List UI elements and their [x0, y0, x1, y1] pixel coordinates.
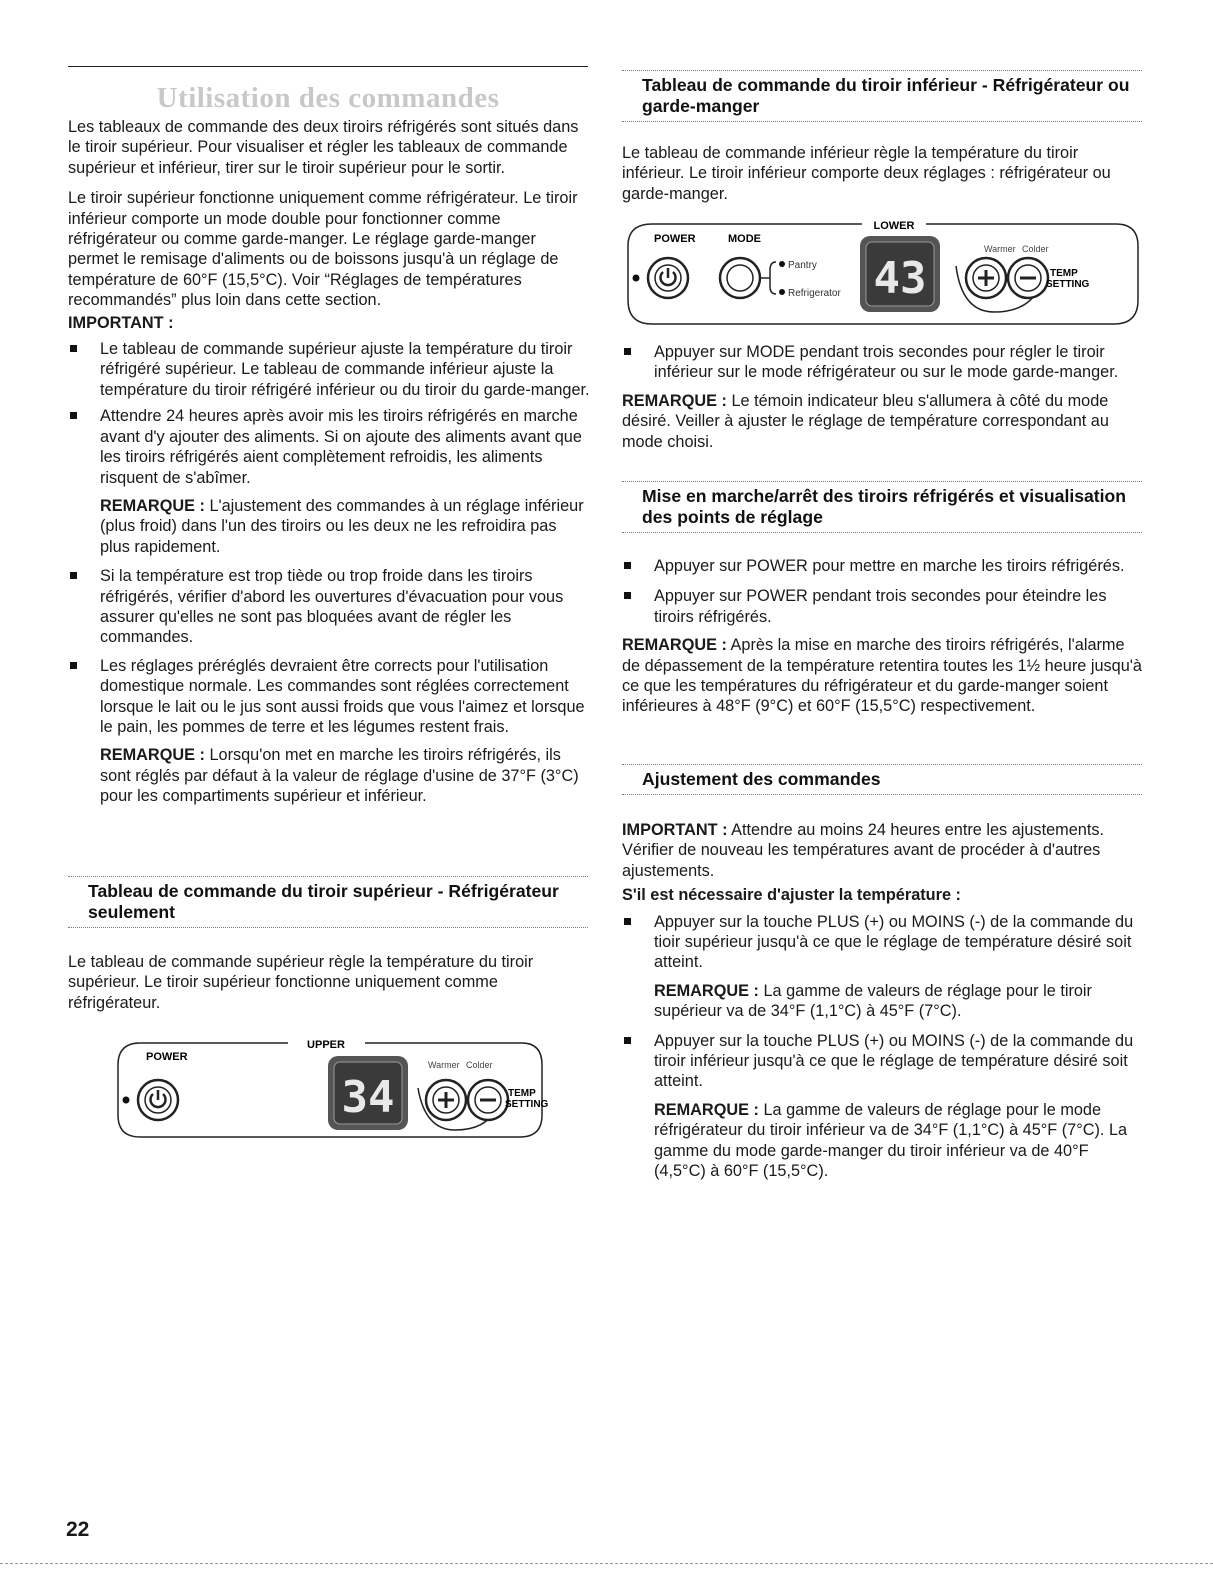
list-item: Appuyer sur POWER pour mettre en marche les tiroirs réfrigérés. [622, 556, 1142, 576]
bullet-square-icon [624, 592, 631, 599]
power-label: POWER [654, 233, 696, 245]
power-label: POWER [146, 1051, 188, 1063]
panel-name: UPPER [307, 1040, 345, 1051]
bullet-square-icon [624, 562, 631, 569]
setting-label: SETTING [1046, 279, 1090, 290]
temp-label: TEMP [508, 1088, 536, 1099]
note-block: REMARQUE : La gamme de valeurs de réglage pour le tiroir supérieur va de 34°F (1,1°C) à 45°F (7°C). [654, 981, 1092, 1021]
bullet-square-icon [624, 1037, 631, 1044]
colder-label: Colder [466, 1060, 493, 1070]
list-item: Appuyer sur POWER pendant trois secondes pour éteindre les tiroirs réfrigérés. [622, 586, 1142, 627]
list-item: Appuyer sur la touche PLUS (+) ou MOINS (-) de la commande du tioir supérieur jusqu'à ce que le réglage de température désiré soit atteint. [622, 912, 1142, 973]
display-value: 34 [341, 1072, 395, 1123]
colder-label: Colder [1022, 244, 1049, 254]
mode-label: MODE [728, 233, 761, 245]
indicator-dot-icon [123, 1097, 130, 1104]
list-item: Le tableau de commande supérieur ajuste la température du tiroir réfrigéré supérieur. Le tableau de commande inférieur ajuste la température du tiroir réfrigéré inférieur ou du tiroir du garde-manger. [68, 339, 590, 400]
minus-button[interactable] [1008, 258, 1048, 298]
page-number: 22 [66, 1518, 90, 1541]
upper-section-heading: Tableau de commande du tiroir supérieur - Réfrigérateur seulement [68, 876, 588, 928]
list-item: Appuyer sur MODE pendant trois secondes pour régler le tiroir inférieur sur le mode réfrigérateur ou sur le mode garde-manger. [622, 342, 1142, 383]
lower-control-panel [624, 220, 1142, 328]
temp-label: TEMP [1050, 268, 1078, 279]
display-value: 43 [873, 253, 927, 304]
pantry-label: Pantry [788, 260, 817, 271]
bullet-square-icon [70, 345, 77, 352]
note-block: REMARQUE : Lorsqu'on met en marche les tiroirs réfrigérés, ils sont réglés par défaut à la valeur de réglage d'usine de 37°F (3°C) pour les compartiments supérieur et inférieur. [100, 746, 579, 806]
power-button[interactable] [138, 1080, 178, 1120]
adjust-section-heading: Ajustement des commandes [622, 764, 1142, 795]
bullet-square-icon [624, 348, 631, 355]
power-note: REMARQUE : Après la mise en marche des tiroirs réfrigérés, l'alarme de dépassement de la température retentira toutes les 1½ heure jusqu'à ce que les températures du réfrigérateur et du garde-manger soient inférieures à 48°F (9°C) et 60°F (15,5°C) respectivement. [622, 636, 1142, 716]
list-item: Les réglages préréglés devraient être corrects pour l'utilisation domestique normale. Les commandes sont réglées correctement lorsque le lait ou le jus sont aussi froids que vous l'aimez et lorsque le pain, les pommes de terre et les légumes restent frais. [68, 656, 590, 738]
adjust-subheading: S'il est nécessaire d'ajuster la température : [622, 886, 961, 905]
refrigerator-label: Refrigerator [788, 288, 841, 299]
plus-button[interactable] [966, 258, 1006, 298]
list-item: Si la température est trop tiède ou trop froide dans les tiroirs réfrigérés, vérifier d'abord les ouvertures d'évacuation pour vous assurer qu'elles ne sont pas bloquées avant de régler les commandes. [68, 566, 590, 648]
lower-section-heading: Tableau de commande du tiroir inférieur - Réfrigérateur ou garde-manger [622, 70, 1142, 122]
temperature-display [328, 1056, 408, 1130]
power-section-heading: Mise en marche/arrêt des tiroirs réfrigérés et visualisation des points de réglage [622, 481, 1142, 533]
refrigerator-indicator-icon [779, 289, 785, 295]
upper-control-panel [110, 1040, 550, 1140]
temperature-display [860, 236, 940, 312]
bottom-rule [0, 1563, 1213, 1564]
minus-button[interactable] [468, 1080, 508, 1120]
note-block: REMARQUE : L'ajustement des commandes à un réglage inférieur (plus froid) dans l'un des tiroirs ou les deux ne les refroidira pas plus rapidement. [100, 496, 584, 556]
important-label: IMPORTANT : [68, 313, 174, 332]
list-item: Attendre 24 heures après avoir mis les tiroirs réfrigérés en marche avant d'y ajouter des aliments. Si on ajoute des aliments avant que les tiroirs réfrigérés aient complètement refroidis, les aliments risquent de s'abîmer. [68, 406, 590, 488]
bullet-square-icon [70, 572, 77, 579]
intro-paragraph-2: Le tiroir supérieur fonctionne uniquement comme réfrigérateur. Le tiroir inférieur comporte un mode double pour fonctionner comme réfrigérateur ou comme garde-manger. Le réglage garde-manger permet le remisage d'aliments ou de boissons jusqu'à un réglage de température de 60°F (15,5°C). Voir “Réglages de températures recommandés” plus loin dans cette section. [68, 189, 578, 310]
adjust-important: IMPORTANT : Attendre au moins 24 heures entre les ajustements. Vérifier de nouveau les températures avant de procéder à d'autres ajustements. [622, 821, 1105, 880]
section-title: Utilisation des commandes [156, 82, 500, 114]
mode-button[interactable] [720, 258, 760, 298]
top-rule [68, 66, 588, 67]
pantry-indicator-icon [779, 261, 785, 267]
power-button[interactable] [648, 258, 688, 298]
bullet-square-icon [70, 412, 77, 419]
adjust-section-body [622, 820, 1142, 1191]
indicator-dot-icon [633, 275, 640, 282]
warmer-label: Warmer [428, 1060, 460, 1070]
plus-button[interactable] [426, 1080, 466, 1120]
bullet-square-icon [624, 918, 631, 925]
left-body [68, 117, 590, 816]
list-item: Appuyer sur la touche PLUS (+) ou MOINS (-) de la commande du tiroir inférieur jusqu'à ce que le réglage de température désiré soit atteint. [622, 1031, 1142, 1092]
intro-paragraph-1: Les tableaux de commande des deux tiroirs réfrigérés sont situés dans le tiroir supérieur. Pour visualiser et régler les tableaux de commande supérieur et inférieur, tirer sur le tiroir supérieur pour le sortir. [68, 118, 579, 177]
power-section-body [622, 556, 1142, 717]
mode-section-body [622, 342, 1142, 452]
note-block: REMARQUE : La gamme de valeurs de réglage pour le mode réfrigérateur du tiroir inférieur va de 34°F (1,1°C) à 45°F (7°C). La gamme du mode garde-manger du tiroir inférieur va de 40°F (4,5°C) à 60°F (15,5°C). [654, 1100, 1128, 1181]
mode-note: REMARQUE : Le témoin indicateur bleu s'allumera à côté du mode désiré. Veiller à ajuster le réglage de température correspondant au mode choisi. [622, 391, 1109, 451]
mode-bracket-icon [760, 262, 776, 294]
upper-description: Le tableau de commande supérieur règle la température du tiroir supérieur. Le tiroir supérieur fonctionne uniquement comme réfrigérateur. [68, 953, 534, 1012]
warmer-label: Warmer [984, 244, 1016, 254]
bullet-square-icon [70, 662, 77, 669]
panel-name: LOWER [873, 220, 915, 232]
setting-label: SETTING [505, 1099, 549, 1110]
lower-description: Le tableau de commande inférieur règle la température du tiroir inférieur. Le tiroir inférieur comporte deux réglages : réfrigérateur ou garde-manger. [622, 144, 1111, 203]
